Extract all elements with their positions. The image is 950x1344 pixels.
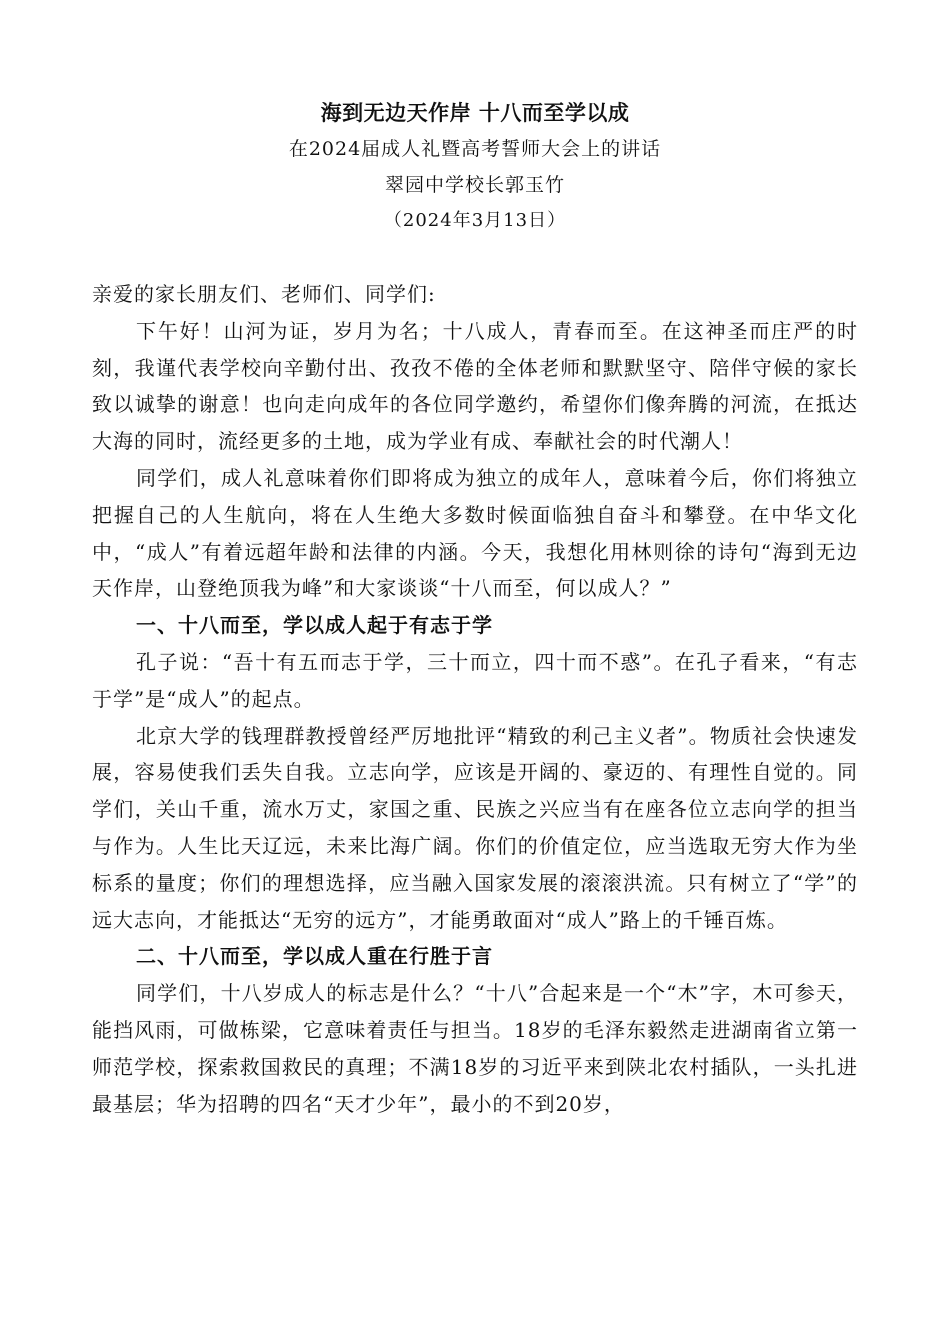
- paragraph-ambition: 北京大学的钱理群教授曾经严厉地批评“精致的利己主义者”。物质社会快速发展，容易使我们丢失自我。立志向学，应该是开阔的、豪迈的、有理性自觉的。同学们，关山千重，流水万丈，家国之重、民族之兴应当有在座各位立志向学的担当与作为。人生比天辽远，未来比海广阔。你们的价值定位，应当选取无穷大作为坐标系的量度；你们的理想选择，应当融入国家发展的滚滚洪流。只有树立了“学”的远大志向，才能抵达“无穷的远方”，才能勇敢面对“成人”路上的千锤百炼。: [92, 723, 858, 932]
- document-subtitle: 在2024届成人礼暨高考誓师大会上的讲话: [288, 138, 662, 160]
- document-header: [92, 95, 858, 239]
- paragraph-confucius: 孔子说：“吾十有五而志于学，三十而立，四十而不惑”。在孔子看来，“有志于学”是“成人”的起点。: [92, 649, 858, 711]
- section-heading-1: 一、十八而至，学以成人起于有志于学: [136, 613, 493, 638]
- speech-date: （2024年3月13日）: [383, 210, 567, 231]
- speaker-line: 翠园中学校长郭玉竹: [384, 174, 565, 196]
- document-title: 海到无边天作岸 十八而至学以成: [320, 100, 630, 125]
- salutation: 亲爱的家长朋友们、老师们、同学们:: [92, 282, 436, 306]
- paragraph-responsibility: 同学们，十八岁成人的标志是什么？“十八”合起来是一个“木”字，木可参天，能挡风雨，可做栋梁，它意味着责任与担当。18岁的毛泽东毅然走进湖南省立第一师范学校，探索救国救民的真理；不满18岁的习近平来到陕北农村插队，一头扎进最基层；华为招聘的四名“天才少年”，最小的不到20岁，: [92, 981, 858, 1116]
- paragraph-introduction: 同学们，成人礼意味着你们即将成为独立的成年人，意味着今后，你们将独立把握自己的人生航向，将在人生绝大多数时候面临独自奋斗和攀登。在中华文化中，“成人”有着远超年龄和法律的内涵。今天，我想化用林则徐的诗句“海到无边天作岸，山登绝顶我为峰”和大家谈谈“十八而至，何以成人？”: [92, 465, 858, 601]
- paragraph-greeting: 下午好！山河为证，岁月为名；十八成人，青春而至。在这神圣而庄严的时刻，我谨代表学校向辛勤付出、孜孜不倦的全体老师和默默坚守、陪伴守候的家长致以诚挚的谢意！也向走向成年的各位同学邀约，希望你们像奔腾的河流，在抵达大海的同时，流经更多的土地，成为学业有成、奉献社会的时代潮人！: [92, 318, 858, 454]
- speech-body: [92, 276, 858, 1122]
- section-heading-2: 二、十八而至，学以成人重在行胜于言: [136, 944, 493, 969]
